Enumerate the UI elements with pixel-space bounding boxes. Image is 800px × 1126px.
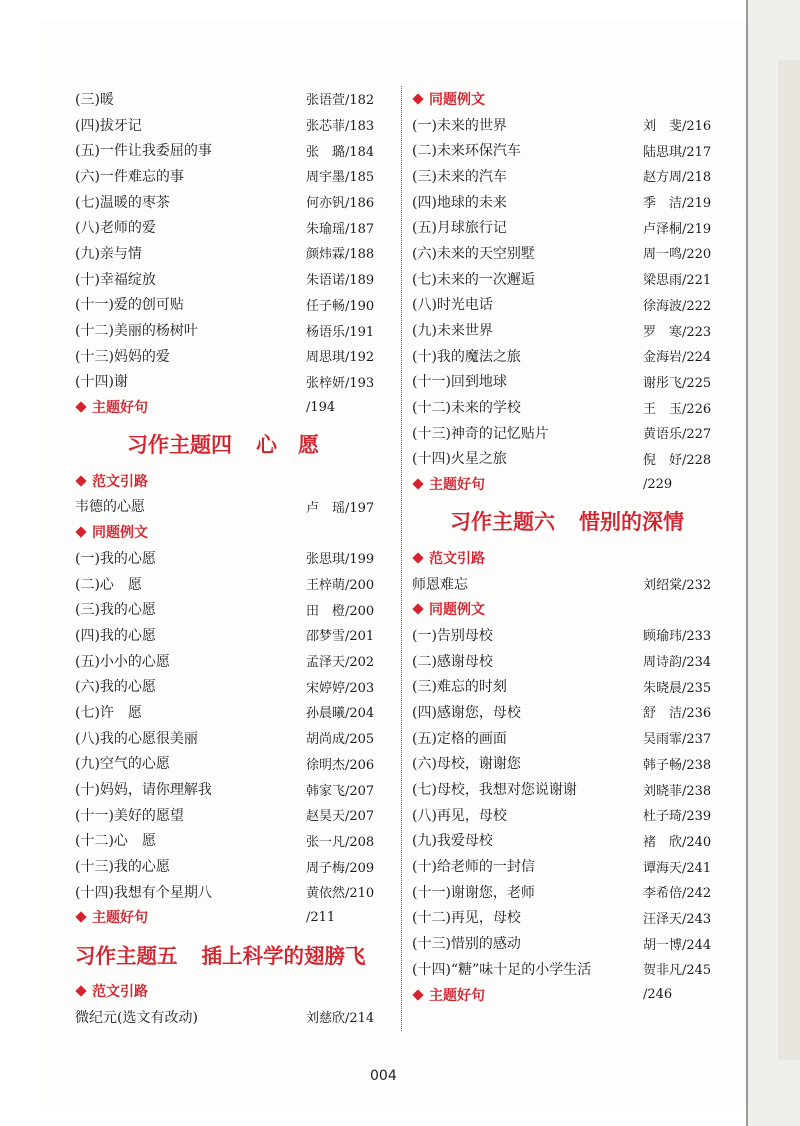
entry-author-page: 陆思琪/217 (643, 144, 712, 160)
entry-author-page: 舒 洁/236 (643, 706, 712, 722)
entry-author-page: 韩子畅/238 (643, 757, 712, 773)
toc-entry[interactable] (412, 648, 727, 674)
entry-title: (五)小小的心愿 (75, 653, 170, 670)
entry-author-page: 朱晓晨/235 (643, 680, 712, 696)
toc-entry[interactable] (412, 776, 727, 802)
entry-title: (九)亲与情 (75, 245, 142, 262)
entry-title: (十三)我的心愿 (75, 859, 170, 876)
entry-title: (十一)爱的创可贴 (75, 297, 184, 314)
toc-entry[interactable] (75, 545, 390, 571)
entry-title: (十二)心 愿 (75, 833, 156, 850)
theme-number: 习作主题五 (75, 944, 178, 969)
toc-entry[interactable] (75, 828, 390, 854)
toc-entry[interactable] (412, 317, 727, 343)
toc-entry[interactable] (75, 240, 390, 266)
entry-author-page: 梁思雨/221 (643, 273, 712, 289)
entry-title: (三)暖 (75, 91, 114, 108)
toc-list (412, 112, 727, 472)
entry-author-page: 赵昊天/207 (306, 809, 375, 825)
entry-title: (十四)火星之旅 (412, 451, 507, 468)
entry-title: 师恩难忘 (412, 576, 468, 593)
diamond-icon (75, 912, 86, 923)
toc-list (75, 545, 390, 905)
entry-author-page: 刘晓菲/238 (643, 783, 712, 799)
toc-entry[interactable] (75, 214, 390, 240)
entry-title: (三)难忘的时刻 (412, 679, 507, 696)
section-good-sentences (75, 905, 390, 931)
toc-entry[interactable] (75, 802, 390, 828)
toc-entry[interactable] (75, 292, 390, 318)
toc-entry[interactable] (412, 137, 727, 163)
entry-title: (八)时光电话 (412, 297, 493, 314)
entry-author-page: 孟泽天/202 (306, 655, 375, 671)
toc-entry[interactable] (75, 776, 390, 802)
entry-title: (十)给老师的一封信 (412, 859, 535, 876)
toc-entry[interactable] (75, 343, 390, 369)
diamond-icon (75, 526, 86, 537)
entry-author-page: 周宇墨/185 (306, 170, 375, 186)
theme-heading (75, 930, 390, 978)
section-label: 主题好句 (92, 910, 148, 927)
toc-entry[interactable] (412, 673, 727, 699)
section-label: 主题好句 (429, 477, 485, 494)
toc-entry[interactable] (412, 699, 727, 725)
entry-title: (六)我的心愿 (75, 679, 156, 696)
entry-author-page: 宋婷婷/203 (306, 680, 375, 696)
entry-title: (一)告别母校 (412, 627, 493, 644)
entry-author-page: 朱语诺/189 (306, 273, 375, 289)
diamond-icon (75, 401, 86, 412)
toc-entry[interactable] (75, 853, 390, 879)
entry-title: (二)未来环保汽车 (412, 143, 521, 160)
section-examples (412, 86, 727, 112)
entry-title: (一)未来的世界 (412, 117, 507, 134)
entry-author-page: 周子梅/209 (306, 860, 375, 876)
entry-author-page: 邵梦雪/201 (306, 629, 375, 645)
entry-title: (十一)美好的愿望 (75, 807, 184, 824)
diamond-icon (412, 604, 423, 615)
entry-author-page: 张梓妍/193 (306, 375, 375, 391)
toc-left-column (75, 86, 390, 1030)
theme-heading (412, 497, 727, 545)
entry-author-page: 周思琪/192 (306, 350, 375, 366)
toc-entry[interactable] (75, 189, 390, 215)
entry-title: (九)未来世界 (412, 323, 493, 340)
entry-title: (五)一件让我委屈的事 (75, 143, 212, 160)
diamond-icon (75, 475, 86, 486)
entry-title: (六)母校，谢谢您 (412, 756, 521, 773)
entry-author-page: 张思琪/199 (306, 552, 375, 568)
entry-author-page: 张 璐/184 (306, 144, 375, 160)
entry-author-page: 张语萱/182 (306, 93, 375, 109)
toc-entry[interactable] (412, 394, 727, 420)
theme-name: 插上科学的翅膀飞 (201, 944, 366, 969)
toc-entry[interactable] (412, 292, 727, 318)
entry-author-page: 黄语乐/227 (643, 427, 712, 443)
diamond-icon (75, 985, 86, 996)
entry-title: (二)感谢母校 (412, 653, 493, 670)
toc-entry[interactable] (75, 622, 390, 648)
toc-entry[interactable] (412, 446, 727, 472)
entry-title: (十二)未来的学校 (412, 400, 521, 417)
entry-author-page: 朱瑜瑶/187 (306, 221, 375, 237)
toc-entry[interactable] (75, 571, 390, 597)
entry-title: (十四)“糖”味十足的小学生活 (412, 961, 592, 978)
toc-entry[interactable] (412, 420, 727, 446)
toc-entry[interactable] (412, 189, 727, 215)
entry-author-page: 杨语乐/191 (306, 324, 375, 340)
toc-entry[interactable] (412, 622, 727, 648)
entry-author-page: 罗 寒/223 (643, 324, 712, 340)
section-model-essay (75, 468, 390, 494)
entry-title: (八)我的心愿很美丽 (75, 730, 198, 747)
entry-title: (三)未来的汽车 (412, 168, 507, 185)
toc-list (75, 86, 390, 394)
entry-title: (十一)回到地球 (412, 374, 507, 391)
theme-number: 习作主题六 (450, 509, 555, 534)
diamond-icon (412, 93, 423, 104)
page-ref: /211 (306, 909, 336, 925)
diamond-icon (412, 478, 423, 489)
entry-author-page: 刘 斐/216 (643, 119, 712, 135)
toc-entry[interactable] (412, 266, 727, 292)
entry-title: (十三)神奇的记忆贴片 (412, 425, 549, 442)
page-ref: /229 (643, 476, 673, 492)
entry-title: (七)未来的一次邂逅 (412, 271, 535, 288)
toc-entry[interactable] (75, 751, 390, 777)
next-page-strip (778, 60, 800, 1060)
entry-title: (三)我的心愿 (75, 602, 156, 619)
toc-entry[interactable] (412, 725, 727, 751)
page-ref: /194 (306, 399, 336, 415)
toc-entry[interactable] (412, 879, 727, 905)
entry-title: (九)我爱母校 (412, 833, 493, 850)
page-ref: /246 (643, 987, 673, 1003)
column-divider (401, 86, 402, 1031)
entry-author-page: 卢泽桐/219 (643, 221, 712, 237)
entry-author-page: 汪泽天/243 (643, 911, 712, 927)
toc-entry[interactable] (412, 369, 727, 395)
entry-author-page: 季 洁/219 (643, 196, 712, 212)
entry-title: (十一)谢谢您，老师 (412, 884, 535, 901)
toc-entry[interactable] (412, 571, 727, 597)
section-label: 主题好句 (429, 987, 485, 1004)
entry-author-page: 杜子琦/239 (643, 809, 712, 825)
toc-entry[interactable] (412, 112, 727, 138)
entry-author-page: 顾瑜玮/233 (643, 629, 712, 645)
entry-author-page: 任子畅/190 (306, 298, 375, 314)
entry-title: (十四)谢 (75, 374, 128, 391)
page-number: 004 (370, 1068, 397, 1084)
section-model-essay (412, 545, 727, 571)
section-label: 同题例文 (92, 525, 148, 542)
toc-entry[interactable] (412, 163, 727, 189)
toc-entry[interactable] (75, 137, 390, 163)
toc-entry[interactable] (412, 853, 727, 879)
toc-entry[interactable] (412, 905, 727, 931)
toc-entry[interactable] (75, 725, 390, 751)
entry-title: (四)地球的未来 (412, 194, 507, 211)
entry-author-page: 倪 妤/228 (643, 452, 712, 468)
section-good-sentences (412, 982, 727, 1008)
entry-author-page: 胡尚成/205 (306, 732, 375, 748)
section-label: 范文引路 (429, 550, 485, 567)
toc-entry[interactable] (412, 828, 727, 854)
entry-author-page: 贺非凡/245 (643, 963, 712, 979)
toc-list (412, 622, 727, 982)
entry-title: (五)月球旅行记 (412, 220, 507, 237)
section-label: 同题例文 (429, 91, 485, 108)
toc-entry[interactable] (75, 699, 390, 725)
entry-author-page: 褚 欣/240 (643, 834, 712, 850)
entry-author-page: 刘慈欣/214 (306, 1011, 375, 1027)
entry-title: 微纪元(选文有改动) (75, 1009, 198, 1026)
entry-title: (八)再见，母校 (412, 807, 507, 824)
entry-title: (七)温暖的枣茶 (75, 194, 170, 211)
entry-author-page: 何亦钒/186 (306, 196, 375, 212)
entry-author-page: 颜炜霖/188 (306, 247, 375, 263)
toc-entry[interactable] (412, 930, 727, 956)
entry-title: (六)一件难忘的事 (75, 168, 184, 185)
theme-heading (75, 420, 390, 468)
entry-title: (十二)再见，母校 (412, 910, 521, 927)
entry-title: (十四)我想有个星期八 (75, 884, 212, 901)
toc-entry[interactable] (412, 214, 727, 240)
entry-title: (四)我的心愿 (75, 627, 156, 644)
section-good-sentences (75, 394, 390, 420)
entry-author-page: 周一鸣/220 (643, 247, 712, 263)
diamond-icon (412, 989, 423, 1000)
entry-title: (十二)美丽的杨树叶 (75, 323, 198, 340)
entry-author-page: 吴雨霏/237 (643, 732, 712, 748)
diamond-icon (412, 552, 423, 563)
theme-number: 习作主题四 (127, 431, 232, 457)
entry-author-page: 谭海天/241 (643, 860, 712, 876)
entry-author-page: 徐海波/222 (643, 298, 712, 314)
theme-name: 心 愿 (256, 431, 319, 457)
toc-entry[interactable] (75, 673, 390, 699)
entry-title: 韦德的心愿 (75, 499, 145, 516)
entry-title: (四)拔牙记 (75, 117, 142, 134)
toc-entry[interactable] (75, 86, 390, 112)
entry-title: (七)许 愿 (75, 704, 142, 721)
toc-entry[interactable] (75, 596, 390, 622)
entry-title: (十)幸福绽放 (75, 271, 156, 288)
entry-author-page: 周诗韵/234 (643, 655, 712, 671)
entry-author-page: 谢彤飞/225 (643, 375, 712, 391)
theme-name: 惜别的深情 (579, 509, 684, 534)
entry-author-page: 韩家飞/207 (306, 783, 375, 799)
toc-entry[interactable] (75, 879, 390, 905)
entry-title: (十三)惜别的感动 (412, 936, 521, 953)
toc-entry[interactable] (75, 494, 390, 520)
section-label: 同题例文 (429, 602, 485, 619)
toc-right-column (412, 86, 727, 1007)
section-good-sentences (412, 471, 727, 497)
entry-title: (十)我的魔法之旅 (412, 348, 521, 365)
entry-author-page: 刘绍棠/232 (643, 578, 712, 594)
toc-entry[interactable] (75, 317, 390, 343)
section-label: 范文引路 (92, 984, 148, 1001)
entry-author-page: 卢 瑶/197 (306, 500, 375, 516)
section-examples (412, 596, 727, 622)
toc-entry[interactable] (412, 956, 727, 982)
entry-author-page: 李希倍/242 (643, 886, 712, 902)
toc-entry[interactable] (75, 266, 390, 292)
entry-title: (六)未来的天空别墅 (412, 245, 535, 262)
toc-entry[interactable] (75, 163, 390, 189)
entry-author-page: 张一凡/208 (306, 834, 375, 850)
entry-author-page: 胡一博/244 (643, 937, 712, 953)
entry-author-page: 金海岩/224 (643, 350, 712, 366)
entry-title: (九)空气的心愿 (75, 756, 170, 773)
section-examples (75, 519, 390, 545)
entry-author-page: 徐明杰/206 (306, 757, 375, 773)
entry-author-page: 王梓萌/200 (306, 578, 375, 594)
toc-entry[interactable] (75, 112, 390, 138)
section-label: 范文引路 (92, 473, 148, 490)
entry-title: (四)感谢您，母校 (412, 704, 521, 721)
entry-title: (十三)妈妈的爱 (75, 348, 170, 365)
entry-title: (一)我的心愿 (75, 550, 156, 567)
toc-entry[interactable] (412, 343, 727, 369)
entry-author-page: 黄依然/210 (306, 886, 375, 902)
entry-title: (七)母校，我想对您说谢谢 (412, 782, 577, 799)
toc-entry[interactable] (412, 802, 727, 828)
entry-author-page: 赵方周/218 (643, 170, 712, 186)
toc-entry[interactable] (75, 648, 390, 674)
section-label: 主题好句 (92, 400, 148, 417)
entry-title: (二)心 愿 (75, 576, 142, 593)
toc-entry[interactable] (75, 1004, 390, 1030)
entry-title: (十)妈妈，请你理解我 (75, 782, 212, 799)
entry-author-page: 王 玉/226 (643, 401, 712, 417)
toc-entry[interactable] (412, 240, 727, 266)
entry-author-page: 孙晨曦/204 (306, 706, 375, 722)
section-model-essay (75, 978, 390, 1004)
toc-entry[interactable] (75, 369, 390, 395)
entry-title: (五)定格的画面 (412, 730, 507, 747)
toc-entry[interactable] (412, 751, 727, 777)
entry-author-page: 田 橙/200 (306, 603, 375, 619)
entry-title: (八)老师的爱 (75, 220, 156, 237)
entry-author-page: 张芯菲/183 (306, 119, 375, 135)
